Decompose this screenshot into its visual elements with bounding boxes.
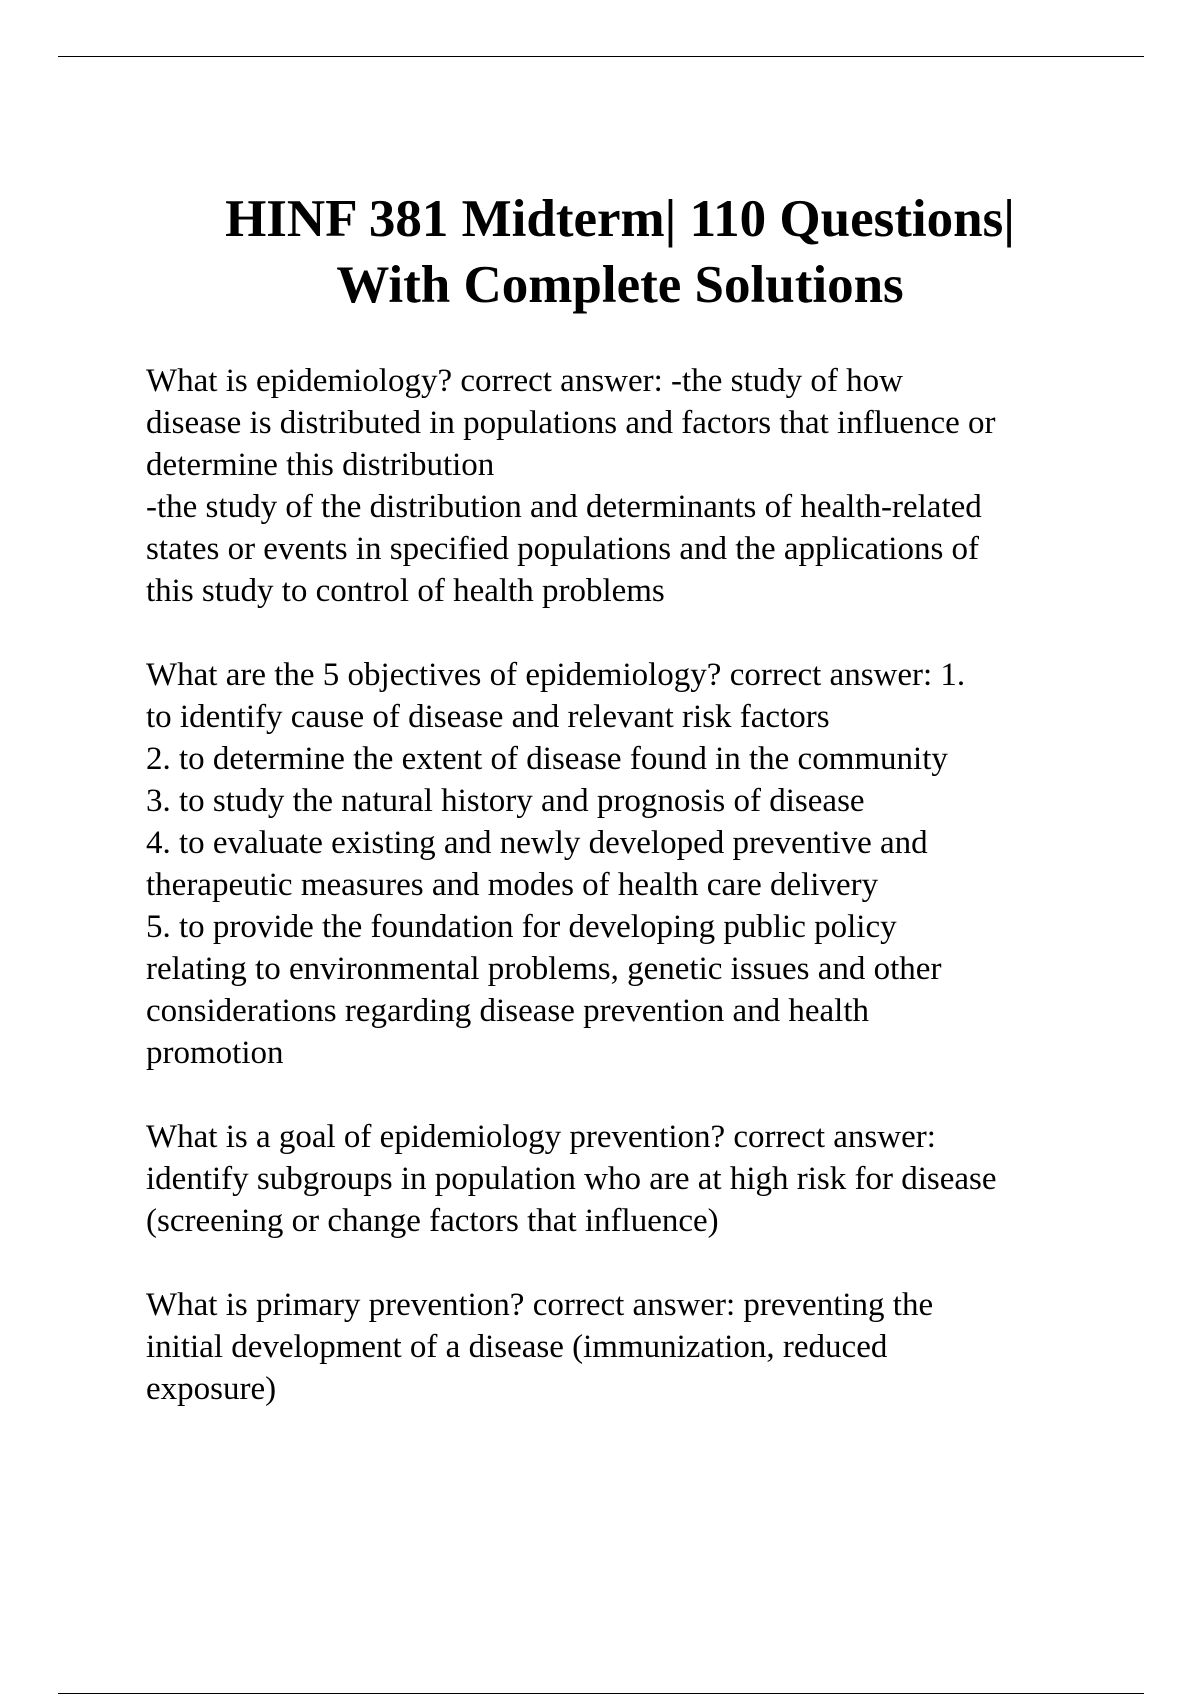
qa-line: 3. to study the natural history and prognosis of disease xyxy=(146,783,865,819)
qa-line: 5. to provide the foundation for developing public policy xyxy=(146,909,897,945)
qa-line: 2. to determine the extent of disease found in the community xyxy=(146,741,948,777)
qa-line: promotion xyxy=(146,1035,284,1071)
title-line-1: HINF 381 Midterm| 110 Questions| xyxy=(225,190,1015,248)
bottom-rule xyxy=(58,1693,1144,1694)
qa-line: disease is distributed in populations and factors that influence or xyxy=(146,405,996,441)
qa-line: determine this distribution xyxy=(146,447,495,483)
qa-line: considerations regarding disease prevention and health xyxy=(146,993,870,1029)
qa-line: identify subgroups in population who are at high risk for disease xyxy=(146,1161,997,1197)
qa-line: What is epidemiology? correct answer: -the study of how xyxy=(146,363,903,399)
top-rule xyxy=(58,56,1144,57)
qa-line: -the study of the distribution and determinants of health-related xyxy=(146,489,982,525)
qa-line: to identify cause of disease and relevant risk factors xyxy=(146,699,830,735)
document-title xyxy=(0,186,1200,318)
qa-list xyxy=(146,360,1106,1452)
qa-item xyxy=(146,1284,1106,1410)
qa-line: What are the 5 objectives of epidemiology? correct answer: 1. xyxy=(146,657,966,693)
qa-line: states or events in specified populations and the applications of xyxy=(146,531,980,567)
qa-line: (screening or change factors that influence) xyxy=(146,1203,719,1239)
qa-line: 4. to evaluate existing and newly developed preventive and xyxy=(146,825,928,861)
qa-line: initial development of a disease (immunization, reduced xyxy=(146,1329,888,1365)
qa-item xyxy=(146,654,1106,1074)
qa-line: exposure) xyxy=(146,1371,277,1407)
qa-item xyxy=(146,360,1106,612)
qa-line: What is primary prevention? correct answer: preventing the xyxy=(146,1287,934,1323)
qa-line: relating to environmental problems, genetic issues and other xyxy=(146,951,942,987)
qa-item xyxy=(146,1116,1106,1242)
qa-line: What is a goal of epidemiology prevention? correct answer: xyxy=(146,1119,936,1155)
qa-line: therapeutic measures and modes of health care delivery xyxy=(146,867,879,903)
title-line-2: With Complete Solutions xyxy=(336,256,904,314)
qa-line: this study to control of health problems xyxy=(146,573,665,609)
